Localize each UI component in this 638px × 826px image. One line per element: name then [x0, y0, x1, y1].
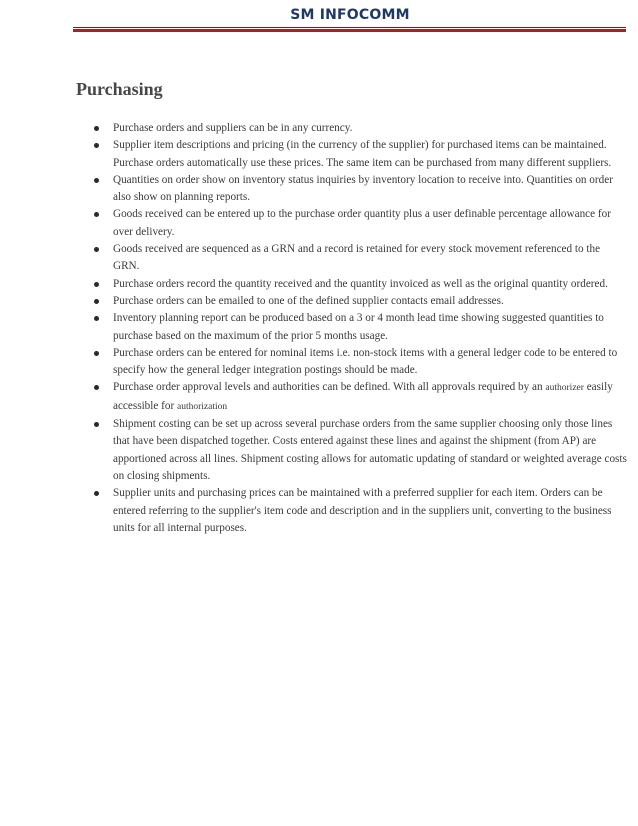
- list-item-text: authorization: [176, 401, 228, 412]
- list-item-text: authorizer: [545, 383, 584, 394]
- list-item: Shipment costing can be set up across several purchase orders from the same supplier choosing only those lines that have been dispatched together. Costs entered against these lines and against the shipment (from AP) are apportioned across all lines. Shipment costing allows for automatic updating of standard or weighted average costs on closing shipments.: [113, 416, 628, 485]
- list-item: Quantities on order show on inventory status inquiries by inventory location to receive into. Quantities on order also show on planning reports.: [113, 172, 628, 207]
- feature-list: [113, 120, 628, 537]
- list-item: Supplier units and purchasing prices can be maintained with a preferred supplier for each item. Orders can be entered referring to the supplier's item code and description and in the suppliers unit, converting to the business units for all internal purposes.: [113, 485, 628, 537]
- list-item-text: Purchase order approval levels and authorities can be defined. With all approvals required by an: [113, 381, 546, 394]
- list-item: Inventory planning report can be produced based on a 3 or 4 month lead time showing suggested quantities to purchase based on the maximum of the prior 5 months usage.: [113, 310, 628, 345]
- list-item: Goods received are sequenced as a GRN and a record is retained for every stock movement referenced to the GRN.: [113, 241, 628, 276]
- company-name: SM INFOCOMM: [290, 7, 410, 23]
- header-rule-thick: [73, 29, 626, 32]
- header-rule-thin: [73, 27, 626, 28]
- list-item: Purchase orders can be emailed to one of the defined supplier contacts email addresses.: [113, 293, 628, 310]
- list-item: [113, 379, 628, 416]
- list-item: Goods received can be entered up to the purchase order quantity plus a user definable percentage allowance for over delivery.: [113, 206, 628, 241]
- list-item: Purchase orders and suppliers can be in any currency.: [113, 120, 628, 137]
- list-item: Purchase orders record the quantity received and the quantity invoiced as well as the original quantity ordered.: [113, 276, 628, 293]
- section-heading: Purchasing: [76, 79, 163, 99]
- list-item: Purchase orders can be entered for nominal items i.e. non-stock items with a general ledger code to be entered to specify how the general ledger integration postings should be made.: [113, 345, 628, 380]
- list-item: Supplier item descriptions and pricing (in the currency of the supplier) for purchased items can be maintained. Purchase orders automatically use these prices. The same item can be purchased from many different suppliers.: [113, 137, 628, 172]
- list-item-text: easily accessible for: [113, 381, 613, 412]
